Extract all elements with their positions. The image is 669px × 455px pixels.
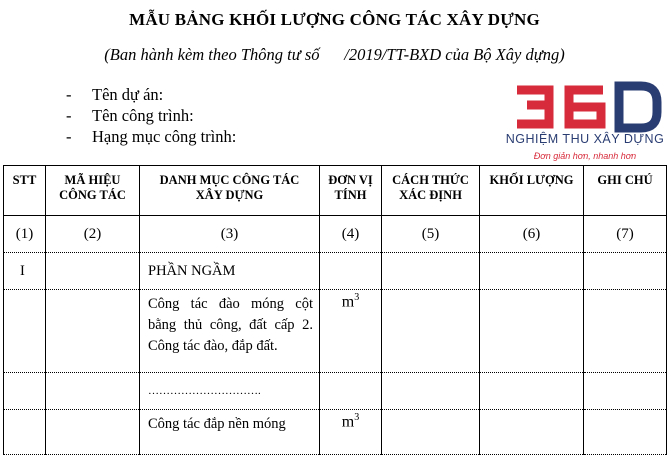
row-code	[46, 373, 140, 410]
header-unit: ĐƠN VỊ TÍNH	[320, 166, 382, 216]
row-code	[46, 290, 140, 373]
row-method	[382, 253, 480, 290]
logo-slogan: Đơn giản hơn, nhanh hơn	[533, 151, 637, 161]
row-work-placeholder: ………………………….	[140, 373, 320, 410]
row-stt	[4, 290, 46, 373]
row-method	[382, 373, 480, 410]
bullet-dash: -	[66, 106, 72, 125]
row-code	[46, 253, 140, 290]
col-number: (3)	[140, 216, 320, 253]
col-number: (7)	[584, 216, 667, 253]
header-work-code: MÃ HIỆU CÔNG TÁC	[46, 166, 140, 216]
col-number: (1)	[4, 216, 46, 253]
row-unit: $m^3$	[320, 410, 382, 455]
row-quantity	[480, 373, 584, 410]
row-code	[46, 410, 140, 455]
row-quantity	[480, 410, 584, 455]
document-subtitle: (Ban hành kèm theo Thông tư số /2019/TT-BXD của Bộ Xây dựng)	[104, 45, 565, 64]
project-name-label: Tên dự án:	[92, 85, 164, 104]
row-method	[382, 290, 480, 373]
header-work-list: DANH MỤC CÔNG TÁC XÂY DỰNG	[140, 166, 320, 216]
row-unit	[320, 373, 382, 410]
construction-name-label: Tên công trình:	[92, 106, 194, 125]
row-quantity	[480, 253, 584, 290]
table-header-row	[4, 166, 667, 216]
work-item-row	[66, 126, 236, 147]
row-note	[584, 373, 667, 410]
quantity-table	[3, 165, 667, 455]
row-note	[584, 253, 667, 290]
header-stt: STT	[4, 166, 46, 216]
bullet-dash: -	[66, 127, 72, 146]
project-name-row	[66, 84, 236, 105]
header-quantity: KHỐI LƯỢNG	[480, 166, 584, 216]
row-work: Công tác đắp nền móng	[140, 410, 320, 455]
table-row	[4, 373, 667, 410]
col-number: (2)	[46, 216, 140, 253]
header-method: CÁCH THỨC XÁC ĐỊNH	[382, 166, 480, 216]
row-note	[584, 290, 667, 373]
row-work: Công tác đào móng cột bằng thủ công, đất cấp 2. Công tác đào, đắp đất.	[140, 290, 320, 373]
work-item-label: Hạng mục công trình:	[92, 127, 237, 146]
document-title: MẪU BẢNG KHỐI LƯỢNG CÔNG TÁC XÂY DỰNG	[129, 10, 540, 29]
row-stt: I	[4, 253, 46, 290]
construction-name-row	[66, 105, 236, 126]
row-note	[584, 410, 667, 455]
row-stt	[4, 410, 46, 455]
table-row	[4, 410, 667, 455]
col-number: (4)	[320, 216, 382, 253]
header-note: GHI CHÚ	[584, 166, 667, 216]
project-info	[66, 84, 236, 147]
row-quantity	[480, 290, 584, 373]
col-number: (6)	[480, 216, 584, 253]
bullet-dash: -	[66, 85, 72, 104]
col-number: (5)	[382, 216, 480, 253]
row-unit	[320, 253, 382, 290]
row-work: PHẦN NGẦM	[140, 253, 320, 290]
table-row	[4, 290, 667, 373]
table-row	[4, 253, 667, 290]
row-unit: $m^3$	[320, 290, 382, 373]
column-number-row	[4, 216, 667, 253]
logo-company-name: NGHIỆM THU XÂY DỰNG	[505, 132, 665, 146]
row-stt	[4, 373, 46, 410]
row-method	[382, 410, 480, 455]
